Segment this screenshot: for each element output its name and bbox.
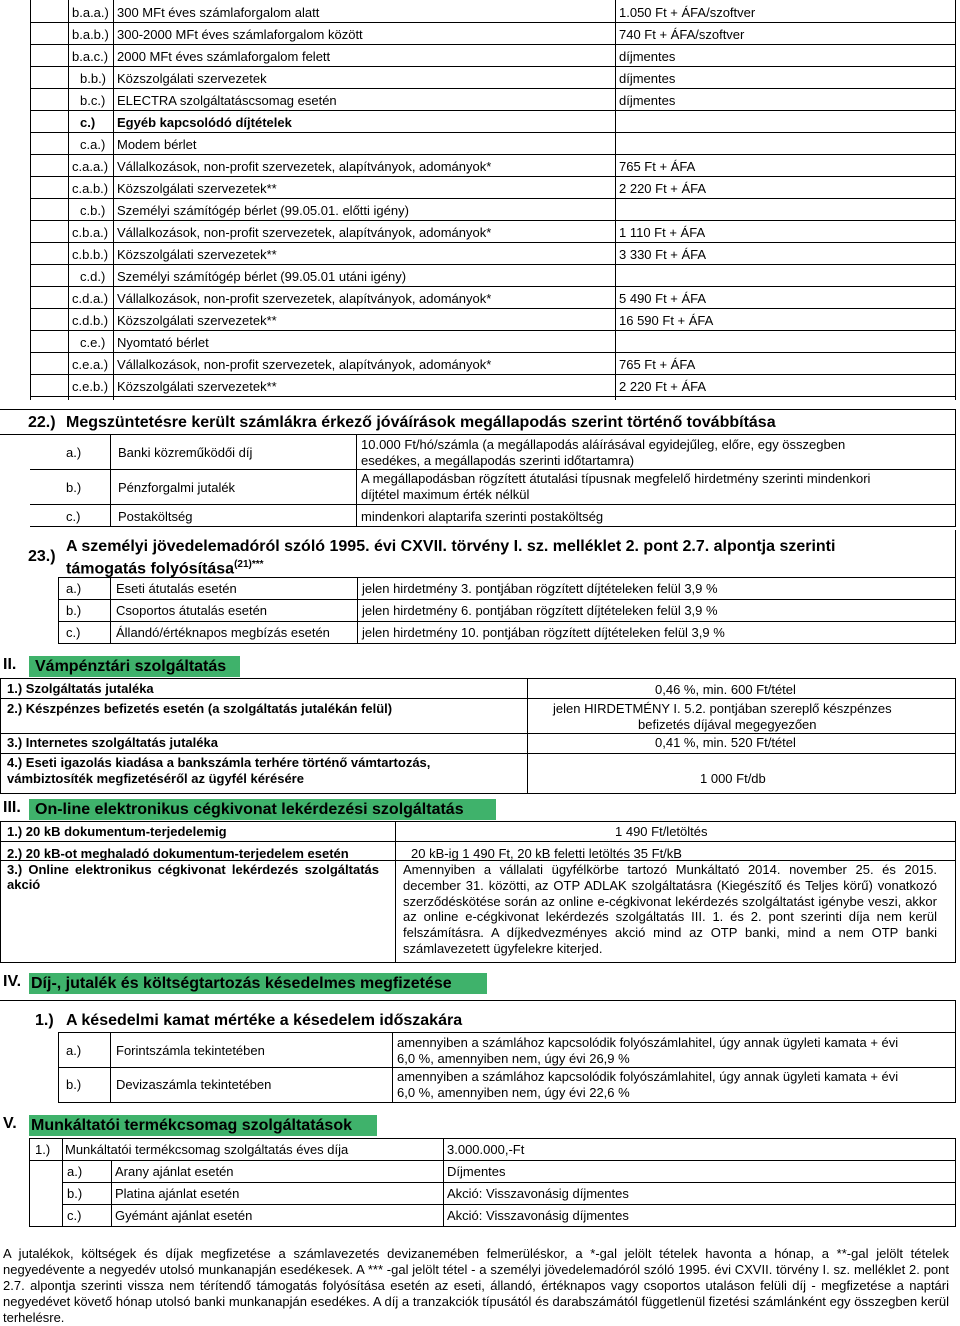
kesedelem-row-b-label: Devizaszámla tekintetében — [116, 1077, 272, 1092]
fee-row-code: c.d.b.) — [72, 313, 109, 328]
fee-row-code: c.a.b.) — [72, 181, 109, 196]
s22-row-a-value-cont: esedékes, a megállapodás szerinti időtartamra) — [361, 453, 635, 468]
row-divider — [30, 66, 956, 67]
row-divider — [30, 396, 956, 397]
mtcs-row-b-value: Akció: Visszavonásig díjmentes — [447, 1186, 629, 1201]
fee-row-value: 16 590 Ft + ÁFA — [619, 313, 714, 328]
fee-row-label: Közszolgálati szervezetek** — [117, 247, 277, 262]
footnote: A jutalékok, költségek és díjak megfizetése a számlavezetés devizanemében felmerüléskor, a *-gal jelölt tételek havonta a hónap, a **-gal jelölt tételek negyedévente a negyedév utolsó munkanapján esedékesek. A *** -gal jelölt tétel - a személyi jövedelemadóról szóló 1995. évi CXVII. törvény I. sz. melléklet 2. pont 2.7. alpontja szerinti vissza nem térítendő támogatás folyósítása esetén az eseti, állandó, értéknapos vagy csoportos utaláson felüli díj - megfizetése a naptári negyedévet követő hónap utolsó banki munkanapján esedékes. A díj a tranzakciók típusától és darabszámától függetlenül fizetési számlánként egy összegben kerül terhelésre. — [3, 1246, 949, 1325]
row-divider — [30, 132, 956, 133]
mtcs-row-b-code: b.) — [67, 1186, 83, 1201]
fee-row-code: c.e.) — [80, 335, 106, 350]
fee-row-label: ELECTRA szolgáltatáscsomag esetén — [117, 93, 337, 108]
fee-row-code: b.c.) — [80, 93, 106, 108]
fee-row-value: 2 220 Ft + ÁFA — [619, 379, 707, 394]
vam-r2-value-cont: befizetés díjával megegyezően — [638, 717, 817, 732]
fee-row-code: c.d.a.) — [72, 291, 109, 306]
fee-row-code: b.a.c.) — [72, 49, 109, 64]
fee-row-label: Személyi számítógép bérlet (99.05.01. előtti igény) — [117, 203, 409, 218]
fee-row-code: b.a.b.) — [72, 27, 109, 42]
vam-r1-value: 0,46 %, min. 600 Ft/tétel — [655, 682, 796, 697]
section-23-title-cont-text: támogatás folyósítása — [66, 560, 235, 578]
fee-row-code: c.) — [80, 115, 96, 130]
vam-r2-label: 2.) Készpénzes befizetés esetén (a szolgáltatás jutalékán felül) — [7, 701, 393, 716]
fee-row-value: 740 Ft + ÁFA/szoftver — [619, 27, 745, 42]
s22-row-a-value: 10.000 Ft/hó/számla (a megállapodás aláírásával egyidejűleg, előre, egy összegben — [361, 437, 846, 452]
fee-row-code: c.d.) — [80, 269, 106, 284]
fee-row-label: Közszolgálati szervezetek** — [117, 313, 277, 328]
cegkivonat-r1-label: 1.) 20 kB dokumentum-terjedelemig — [7, 824, 227, 839]
fee-row-code: c.e.a.) — [72, 357, 109, 372]
fee-row-label: Modem bérlet — [117, 137, 197, 152]
mtcs-row-a-code: a.) — [67, 1164, 83, 1179]
row-divider — [30, 286, 956, 287]
section-23-footnote-mark: (21)*** — [234, 559, 264, 570]
mtcs-row-c-code: c.) — [67, 1208, 82, 1223]
fee-row-label: Közszolgálati szervezetek** — [117, 379, 277, 394]
section-V-title: Munkáltatói termékcsomag szolgáltatások — [31, 1117, 352, 1134]
fee-row-value: 765 Ft + ÁFA — [619, 159, 696, 174]
row-divider — [30, 88, 956, 89]
row-divider — [30, 198, 956, 199]
s23-row-a-label: Eseti átutalás esetén — [116, 581, 237, 596]
fee-row-code: c.a.a.) — [72, 159, 109, 174]
fee-row-code: c.b.a.) — [72, 225, 109, 240]
fee-row-code: c.b.b.) — [72, 247, 109, 262]
fee-row-value: díjmentes — [619, 71, 676, 86]
row-divider — [30, 242, 956, 243]
vam-r4-value: 1 000 Ft/db — [700, 771, 766, 786]
fee-row-label: Vállalkozások, non-profit szervezetek, alapítványok, adományok* — [117, 159, 492, 174]
row-divider — [30, 264, 956, 265]
kesedelem-row-a-value-cont: 6,0 %, amennyiben nem, úgy évi 26,9 % — [397, 1051, 630, 1066]
fee-row-label: 2000 MFt éves számlaforgalom felett — [117, 49, 331, 64]
kesedelem-row-b-code: b.) — [66, 1077, 82, 1092]
vam-r4-label-cont: vámbiztosíték megfizetéséről az ügyfél kérésére — [7, 771, 304, 786]
row-divider — [30, 220, 956, 221]
section-III-title: On-line elektronikus cégkivonat lekérdezési szolgáltatás — [35, 801, 464, 818]
kesedelem-row-b-value-cont: 6,0 %, amennyiben nem, úgy évi 22,6 % — [397, 1085, 630, 1100]
mtcs-row-a-value: Díjmentes — [447, 1164, 506, 1179]
fee-row-label: Személyi számítógép bérlet (99.05.01 utáni igény) — [117, 269, 407, 284]
s23-row-b-value: jelen hirdetmény 6. pontjában rögzített díjtételeken felül 3,9 % — [362, 603, 718, 618]
s23-row-a-value: jelen hirdetmény 3. pontjában rögzített díjtételeken felül 3,9 % — [362, 581, 718, 596]
s22-row-c-label: Postaköltség — [118, 509, 193, 524]
fee-row-label: Közszolgálati szervezetek — [117, 71, 267, 86]
kesedelem-row-a-code: a.) — [66, 1043, 82, 1058]
row-divider — [30, 352, 956, 353]
row-divider — [30, 330, 956, 331]
mtcs-r1-label: Munkáltatói termékcsomag szolgáltatás éves díja — [65, 1142, 349, 1157]
section-22-number: 22.) — [28, 414, 56, 431]
cegkivonat-r3-value: Amennyiben a vállalati ügyfélkörbe tartozó Munkáltató 2014. november 25. és 2015. december 31. közötti, az OTP ADLAK szolgáltatásra (Kiegészítő és Teljes körű) vonatkozó szerződéskötése során az online e-cégkivonat lekérdezés szolgáltatást igénybe veszi, akkor az online e-cégkivonat lekérdezés szolgáltatás III. 1. és 2. pont szerinti díja nem kerül felszámításra. A díjkedvezményes akció mind az OTP banki, mind a nem OTP banki számlavezetett ügyfelekre kiterjed. — [403, 862, 937, 956]
fee-row-code: c.b.) — [80, 203, 106, 218]
s23-row-c-code: c.) — [66, 625, 81, 640]
row-divider — [30, 176, 956, 177]
section-IV-number: IV. — [3, 973, 22, 990]
section-23-title: A személyi jövedelemadóról szóló 1995. évi CXVII. törvény I. sz. melléklet 2. pont 2.7. alpontja szerinti — [66, 538, 836, 555]
row-divider — [30, 374, 956, 375]
vam-r3-value: 0,41 %, min. 520 Ft/tétel — [655, 735, 796, 750]
fee-row-label: 300-2000 MFt éves számlaforgalom között — [117, 27, 363, 42]
fee-row-value: díjmentes — [619, 49, 676, 64]
cegkivonat-r2-value: 20 kB-ig 1 490 Ft, 20 kB feletti letöltés 35 Ft/kB — [411, 846, 682, 861]
mtcs-row-c-label: Gyémánt ajánlat esetén — [115, 1208, 253, 1223]
fee-row-label: Vállalkozások, non-profit szervezetek, alapítványok, adományok* — [117, 225, 492, 240]
fee-row-label: Nyomtató bérlet — [117, 335, 209, 350]
section-V-number: V. — [3, 1115, 17, 1132]
kesedelem-row-a-value: amennyiben a számlához kapcsolódik folyószámlahitel, úgy annak ügyleti kamata + évi — [397, 1035, 899, 1050]
mtcs-row-b-label: Platina ajánlat esetén — [115, 1186, 240, 1201]
fee-row-code: c.a.) — [80, 137, 106, 152]
fee-row-value: 3 330 Ft + ÁFA — [619, 247, 707, 262]
fee-row-value: 2 220 Ft + ÁFA — [619, 181, 707, 196]
vam-r1-label: 1.) Szolgáltatás jutaléka — [7, 681, 154, 696]
section-IV-sub-number: 1.) — [35, 1012, 54, 1029]
row-divider — [30, 22, 956, 23]
cegkivonat-r3-label: 3.) Online elektronikus cégkivonat lekérdezés szolgáltatás akció — [7, 862, 379, 892]
section-III-number: III. — [3, 799, 21, 816]
section-II-title: Vámpénztári szolgáltatás — [35, 658, 227, 675]
s22-row-c-value: mindenkori alaptarifa szerinti postaköltség — [361, 509, 604, 524]
s22-row-b-code: b.) — [66, 480, 82, 495]
mtcs-row-c-value: Akció: Visszavonásig díjmentes — [447, 1208, 629, 1223]
s23-row-b-code: b.) — [66, 603, 82, 618]
s23-row-c-value: jelen hirdetmény 10. pontjában rögzített díjtételeken felül 3,9 % — [362, 625, 725, 640]
fee-row-label: 300 MFt éves számlaforgalom alatt — [117, 5, 320, 20]
fee-row-code: b.a.a.) — [72, 5, 109, 20]
section-23-number: 23.) — [28, 548, 56, 565]
fee-row-value: 5 490 Ft + ÁFA — [619, 291, 707, 306]
section-23-title-cont — [66, 556, 264, 578]
cegkivonat-r1-value: 1 490 Ft/letöltés — [615, 824, 708, 839]
s23-row-c-label: Állandó/értéknapos megbízás esetén — [116, 625, 330, 640]
s22-row-a-code: a.) — [66, 445, 82, 460]
fee-row-value: díjmentes — [619, 93, 676, 108]
vam-r3-label: 3.) Internetes szolgáltatás jutaléka — [7, 735, 218, 750]
mtcs-row-a-label: Arany ajánlat esetén — [115, 1164, 234, 1179]
s23-row-a-code: a.) — [66, 581, 82, 596]
fee-row-label: Vállalkozások, non-profit szervezetek, alapítványok, adományok* — [117, 357, 492, 372]
section-IV-title: Díj-, jutalék és költségtartozás késedelmes megfizetése — [31, 975, 452, 992]
section-II-number: II. — [3, 656, 17, 673]
cegkivonat-r2-label: 2.) 20 kB-ot meghaladó dokumentum-terjedelem esetén — [7, 846, 349, 861]
section-IV-sub-title: A késedelmi kamat mértéke a késedelem időszakára — [66, 1012, 463, 1029]
fee-row-label: Egyéb kapcsolódó díjtételek — [117, 115, 292, 130]
vam-r4-label — [7, 755, 512, 770]
kesedelem-row-b-value: amennyiben a számlához kapcsolódik folyószámlahitel, úgy annak ügyleti kamata + évi — [397, 1069, 899, 1084]
kesedelem-row-a-label: Forintszámla tekintetében — [116, 1043, 265, 1058]
section-22-title: Megszüntetésre került számlákra érkező jóváírások megállapodás szerint történő továbbítása — [66, 414, 776, 431]
vam-r4-label-bold: 4.) Eseti igazolás kiadása — [7, 755, 164, 770]
fee-row-value: 1 110 Ft + ÁFA — [619, 225, 706, 240]
vam-r4-label-rest: a bankszámla terhére történő vámtartozás, — [163, 755, 431, 770]
vam-r2-value: jelen HIRDETMÉNY I. 5.2. pontjában szereplő készpénzes — [553, 701, 892, 716]
fee-row-code: c.e.b.) — [72, 379, 109, 394]
fee-row-label: Vállalkozások, non-profit szervezetek, alapítványok, adományok* — [117, 291, 492, 306]
s22-row-c-code: c.) — [66, 509, 81, 524]
row-divider — [30, 154, 956, 155]
fee-row-code: b.b.) — [80, 71, 107, 86]
fee-row-value: 1.050 Ft + ÁFA/szoftver — [619, 5, 756, 20]
fee-row-label: Közszolgálati szervezetek** — [117, 181, 277, 196]
mtcs-r1-value: 3.000.000,-Ft — [447, 1142, 525, 1157]
s23-row-b-label: Csoportos átutalás esetén — [116, 603, 268, 618]
s22-row-b-value: A megállapodásban rögzített átutalási típusnak megfelelő hirdetmény szerinti mindenkori — [361, 471, 871, 486]
s22-row-a-label: Banki közreműködői díj — [118, 445, 253, 460]
fee-row-value: 765 Ft + ÁFA — [619, 357, 696, 372]
s22-row-b-value-cont: díjtétel maximum érték nélkül — [361, 487, 530, 502]
row-divider — [30, 44, 956, 45]
s22-row-b-label: Pénzforgalmi jutalék — [118, 480, 236, 495]
row-divider — [30, 308, 956, 309]
mtcs-r1-code: 1.) — [35, 1142, 51, 1157]
row-divider — [30, 110, 956, 111]
